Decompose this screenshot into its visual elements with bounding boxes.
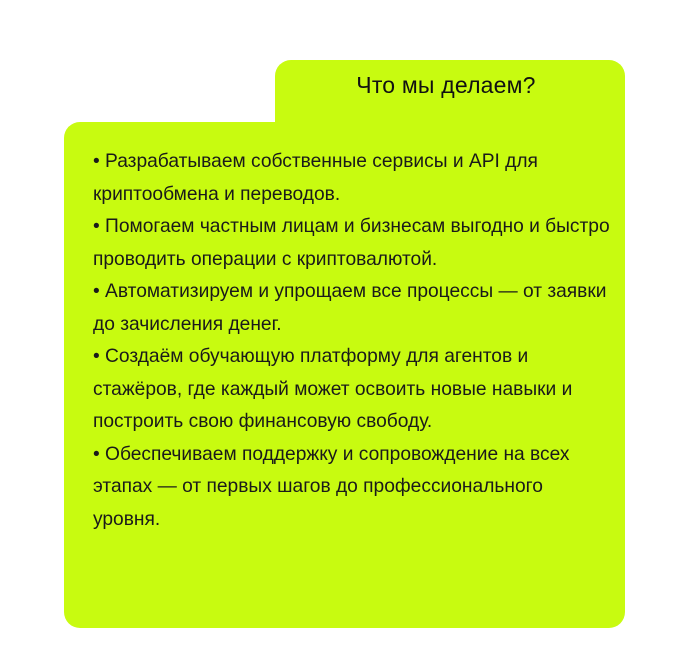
card-title: Что мы делаем? [356, 72, 536, 98]
services-list [93, 146, 613, 536]
list-item: • Автоматизируем и упрощаем все процессы — от заявки до зачисления денег. [93, 281, 607, 335]
list-item: • Обеспечиваем поддержку и сопровождение на всех этапах — от первых шагов до профессионального уровня. [93, 443, 570, 530]
list-item: • Разрабатываем собственные сервисы и API для криптообмена и переводов. [93, 151, 538, 205]
list-item: • Создаём обучающую платформу для агентов и стажёров, где каждый может освоить новые навыки и построить свою финансовую свободу. [93, 346, 573, 432]
list-item: • Помогаем частным лицам и бизнесам выгодно и быстро проводить операции с криптовалютой. [93, 216, 610, 270]
